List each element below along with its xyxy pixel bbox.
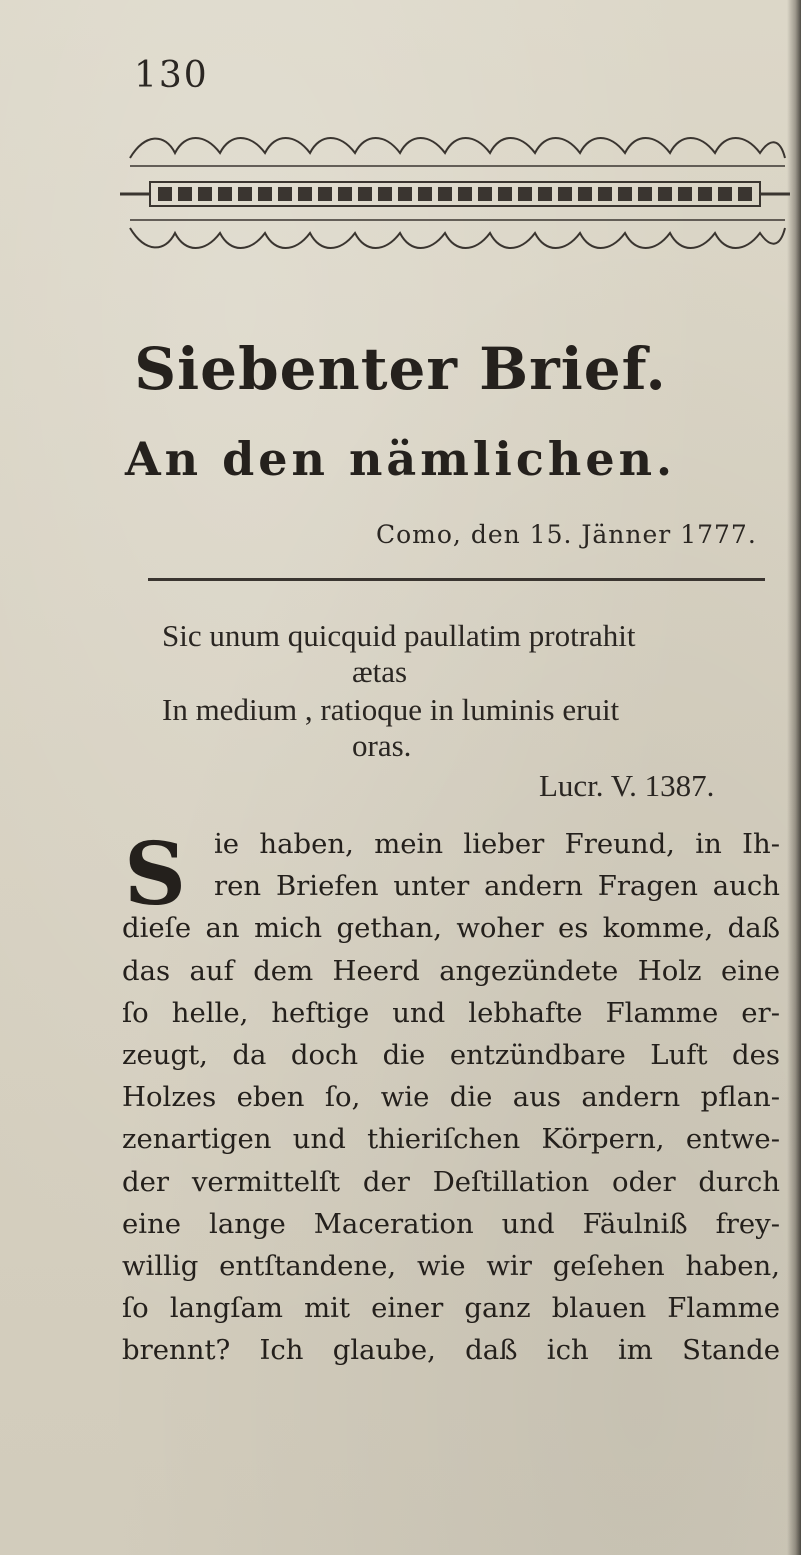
body-line: Holzes eben ſo, wie die aus andern pflan-	[122, 1081, 780, 1114]
horizontal-rule	[148, 578, 765, 581]
epigraph-citation: Lucr. V. 1387.	[539, 768, 715, 803]
body-line: ſo helle, heftige und lebhafte Flamme er-	[122, 996, 780, 1029]
epigraph-line-3: In medium , ratioque in luminis eruit	[162, 692, 620, 727]
body-line: willig entſtandene, wie wir geſehen haben,	[122, 1250, 780, 1283]
ornament-bottom-row	[130, 220, 785, 248]
body-line: ie haben, mein lieber Freund, in Ih-	[214, 828, 780, 860]
body-line: der vermittelſt der Deſtillation oder durch	[122, 1165, 780, 1198]
letter-title: Siebenter Brief.	[134, 335, 667, 403]
body-line: dieſe an mich gethan, woher es komme, daß	[122, 912, 780, 945]
ornament-box-cells	[158, 187, 752, 201]
body-paragraph	[122, 823, 780, 1372]
epigraph-line-2: ætas	[352, 654, 408, 689]
body-line: zeugt, da doch die entzündbare Luft des	[122, 1039, 780, 1072]
ornament-top-row	[130, 138, 785, 166]
body-line: brennt? Ich glaube, daß ich im Stande	[122, 1334, 780, 1367]
page-number: 130	[134, 55, 209, 96]
body-line: das auf dem Heerd angezündete Holz eine	[122, 954, 780, 987]
body-line: ren Briefen unter andern Fragen auch	[214, 870, 780, 903]
letter-subtitle: An den nämlichen.	[124, 432, 677, 486]
drop-cap: S	[124, 824, 187, 925]
letter-dateline: Como, den 15. Jänner 1777.	[376, 520, 757, 549]
body-line: ſo langſam mit einer ganz blauen Flamme	[122, 1292, 780, 1325]
epigraph-line-4: oras.	[352, 728, 412, 763]
epigraph-line-1: Sic unum quicquid paullatim protrahit	[162, 618, 636, 653]
body-line: eine lange Maceration und Fäulniß frey-	[122, 1207, 780, 1240]
body-line: zenartigen und thieriſchen Körpern, entwe-	[122, 1123, 780, 1156]
ornamental-header-band	[120, 128, 790, 258]
